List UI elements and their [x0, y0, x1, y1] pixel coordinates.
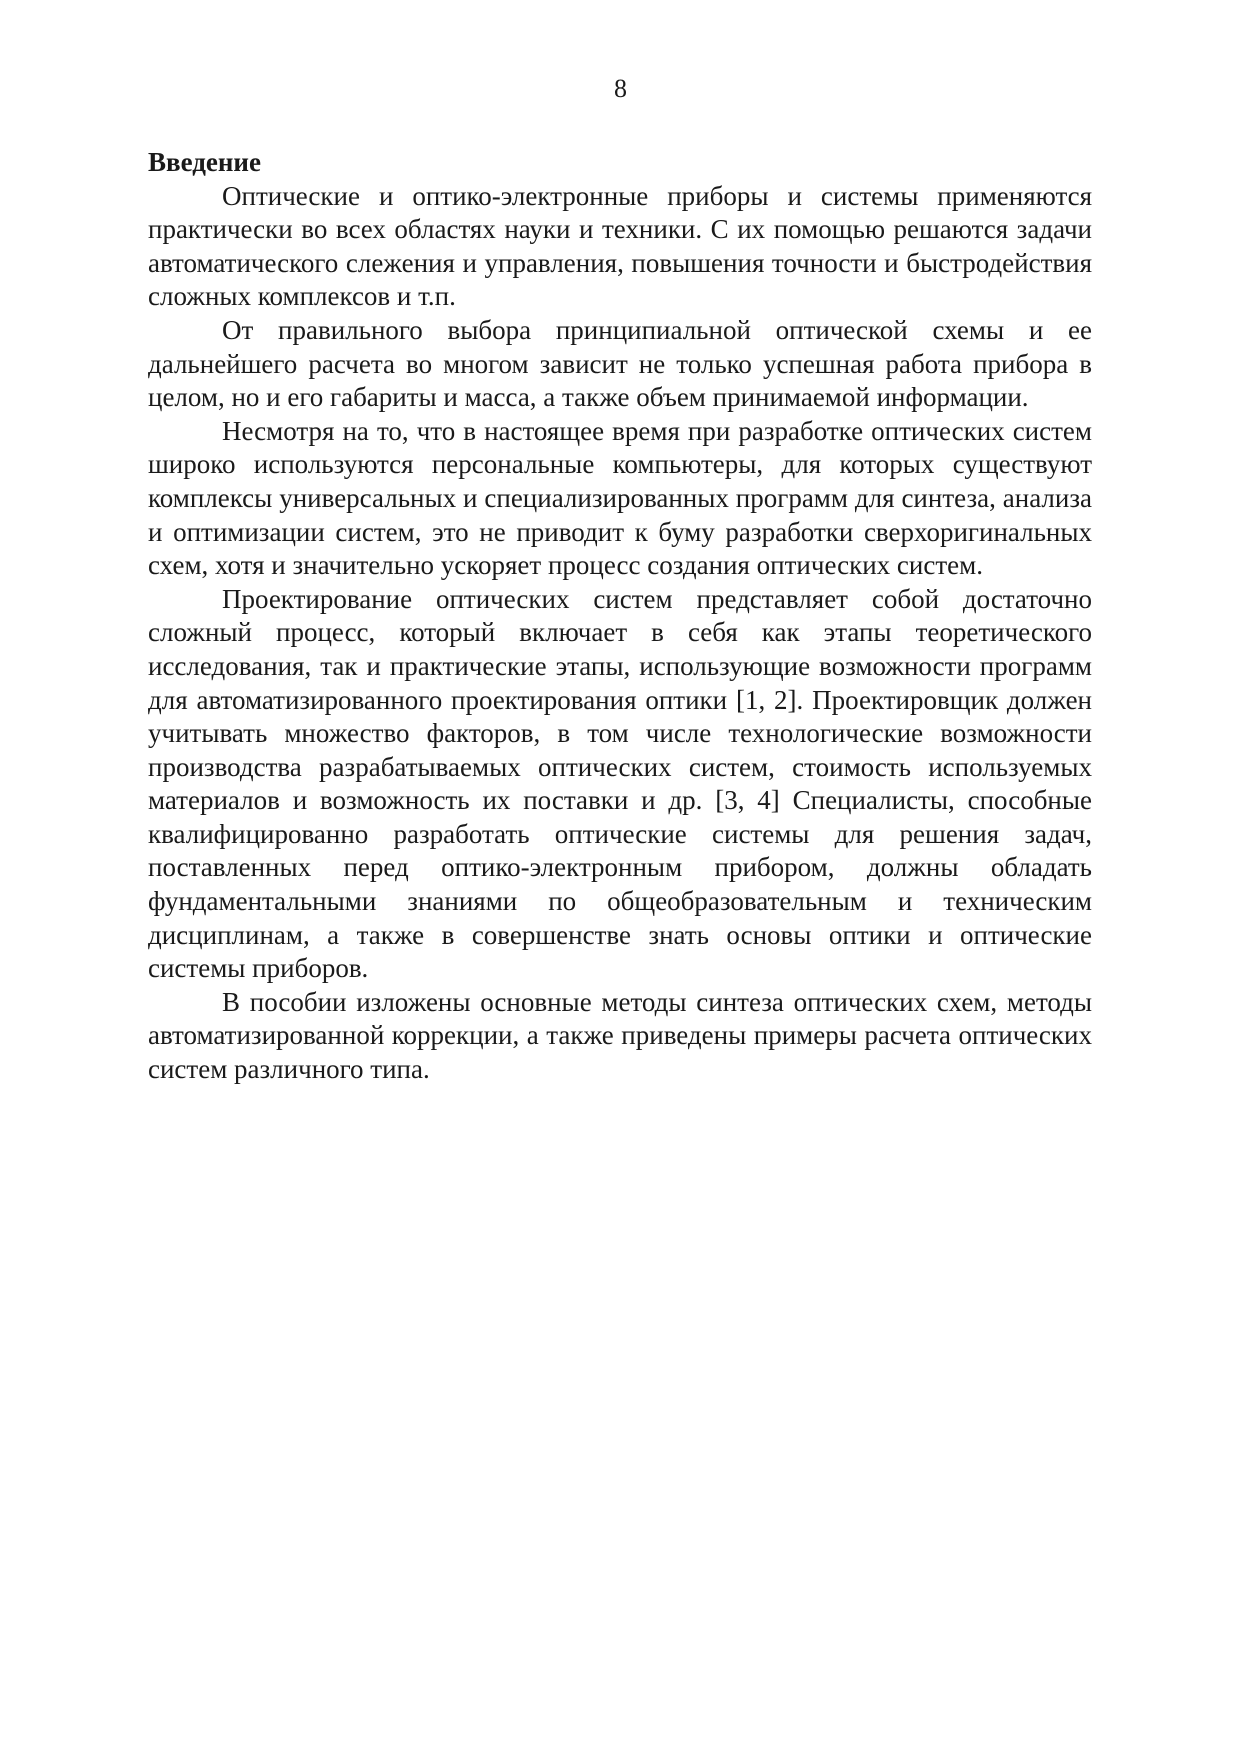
paragraph: В пособии изложены основные методы синтеза оптических схем, методы автоматизированной коррекции, а также приведены примеры расчета оптических систем различного типа. — [148, 986, 1092, 1085]
paragraph: От правильного выбора принципиальной оптической схемы и ее дальнейшего расчета во многом зависит не только успешная работа прибора в целом, но и его габариты и масса, а также объем принимаемой информации. — [148, 314, 1092, 413]
paragraph: Несмотря на то, что в настоящее время при разработке оптических систем широко используются персональные компьютеры, для которых существуют комплексы универсальных и специализированных программ для синтеза, анализа и оптимизации систем, это не приводит к буму разработки сверхоригинальных схем, хотя и значительно ускоряет процесс создания оптических систем. — [148, 415, 1092, 581]
page-content — [148, 146, 1092, 1087]
paragraph: Оптические и оптико-электронные приборы и системы применяются практически во всех областях науки и техники. С их помощью решаются задачи автоматического слежения и управления, повышения точности и быстродействия сложных комплексов и т.п. — [148, 180, 1092, 312]
page-number: 8 — [614, 74, 627, 103]
section-heading: Введение — [148, 147, 261, 177]
paragraph: Проектирование оптических систем представляет собой достаточно сложный процесс, который включает в себя как этапы теоретического исследования, так и практические этапы, использующие возможности программ для автоматизированного проектирования оптики [1, 2]. Проектировщик должен учитывать множество факторов, в том числе технологические возможности производства разрабатываемых оптических систем, стоимость используемых материалов и возможность их поставки и др. [3, 4] Специалисты, способные квалифицированно разработать оптические системы для решения задач, поставленных перед оптико-электронным прибором, должны обладать фундаментальными знаниями по общеобразовательным и техническим дисциплинам, а также в совершенстве знать основы оптики и оптические системы приборов. — [148, 583, 1092, 984]
